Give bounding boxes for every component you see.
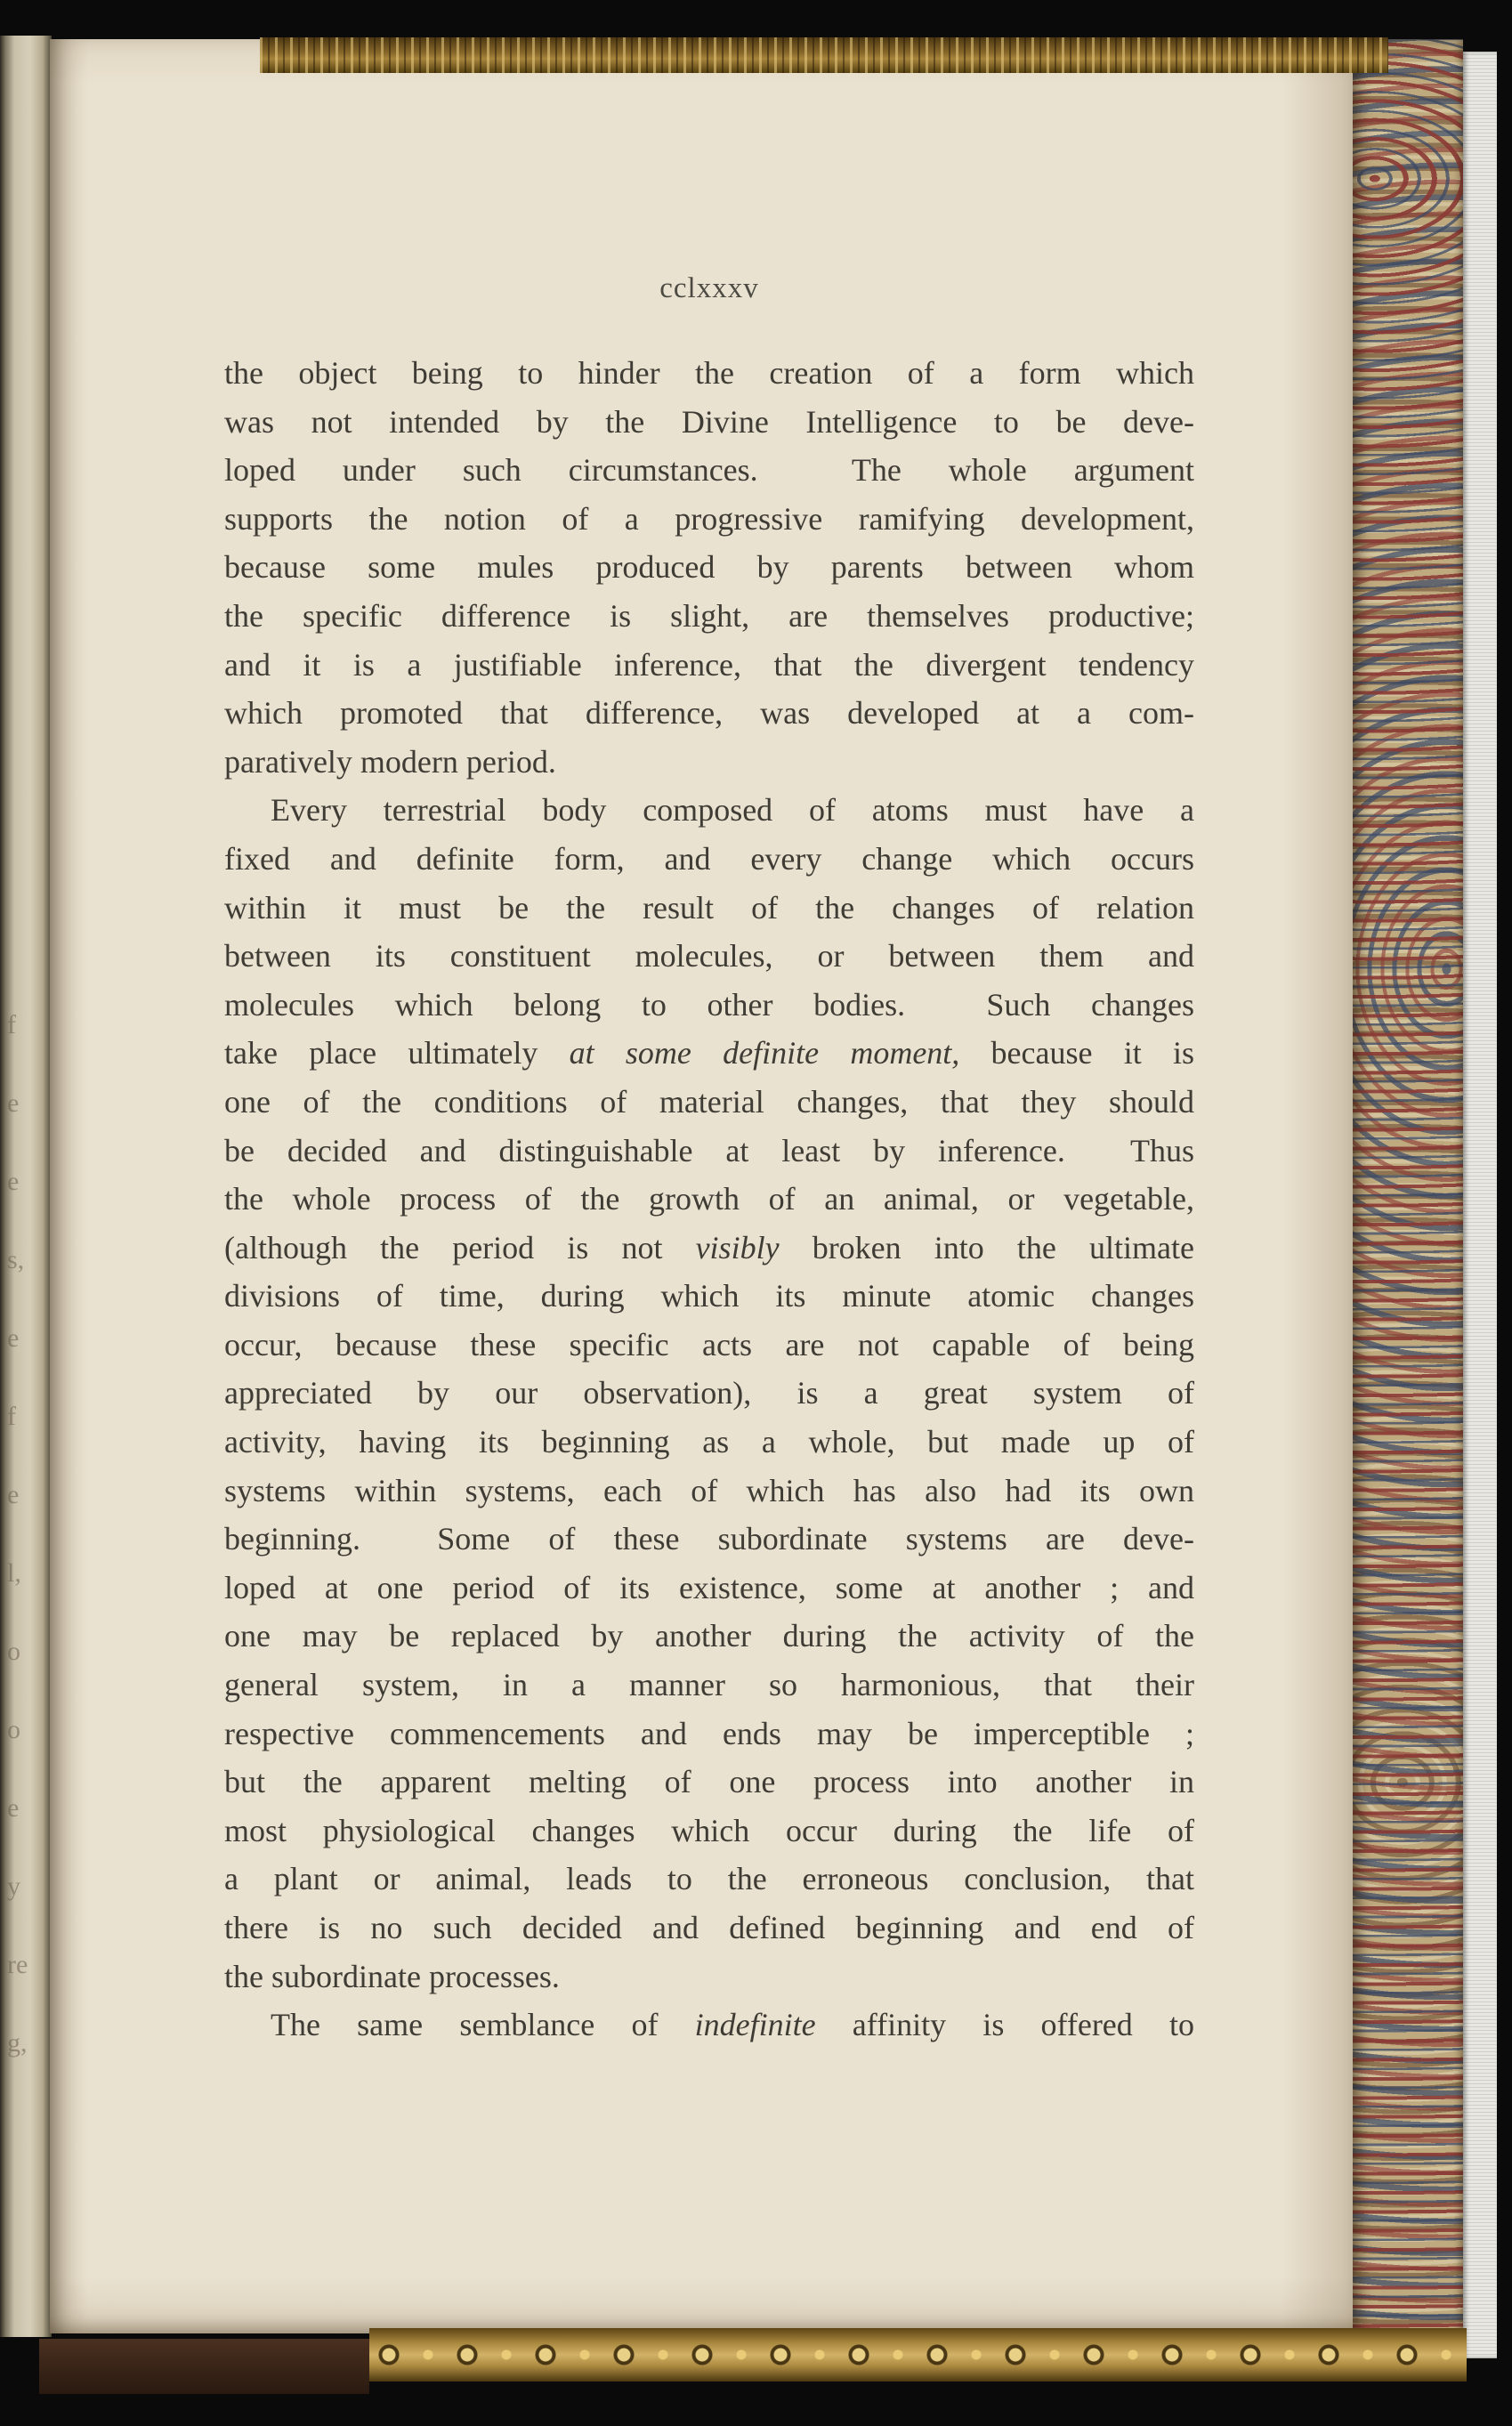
text-line: take place ultimately at some definite moment, because it is xyxy=(224,1035,1194,1071)
paragraph xyxy=(224,786,1194,2001)
text-line: the object being to hinder the creation of a form which xyxy=(224,355,1194,391)
text-line: the subordinate processes. xyxy=(224,1958,560,1994)
text-line: be decided and distinguishable at least by inference. Thus xyxy=(224,1132,1194,1169)
text-line: one may be replaced by another during the activity of the xyxy=(224,1618,1194,1654)
text-line: divisions of time, during which its minute atomic changes xyxy=(224,1278,1194,1314)
ghost-letter: g, xyxy=(7,2028,28,2058)
text-block xyxy=(224,349,1194,2050)
text-line: paratively modern period. xyxy=(224,743,556,780)
cover-corner-bottom-left xyxy=(39,2339,369,2394)
text-line: there is no such decided and defined beginning and end of xyxy=(224,1910,1194,1945)
ghost-letter: f xyxy=(7,1402,16,1431)
text-line: loped at one period of its existence, some at another ; and xyxy=(224,1569,1194,1605)
text-line: general system, in a manner so harmonious, that their xyxy=(224,1667,1194,1703)
text-line: within it must be the result of the changes of relation xyxy=(224,889,1194,926)
ghost-letter: l, xyxy=(7,1558,21,1588)
text-line: one of the conditions of material changes, that they should xyxy=(224,1083,1194,1120)
page-block-edge xyxy=(1463,52,1497,2358)
text-line: The same semblance of indefinite affinity is offered to xyxy=(271,2007,1194,2043)
page-number: cclxxxv xyxy=(659,272,759,304)
gilt-top-edge xyxy=(260,37,1388,73)
text-line: respective commencements and ends may be imperceptible ; xyxy=(224,1715,1194,1751)
ghost-letter: s, xyxy=(7,1245,25,1274)
text-line: between its constituent molecules, or between them and xyxy=(224,938,1194,974)
text-line: and it is a justifiable inference, that the divergent tendency xyxy=(224,646,1194,683)
ghost-letter: y xyxy=(7,1872,20,1901)
text-line: beginning. Some of these subordinate systems are deve- xyxy=(224,1521,1194,1557)
text-line: most physiological changes which occur during the life of xyxy=(224,1812,1194,1848)
text-line: fixed and definite form, and every change which occurs xyxy=(224,840,1194,877)
gilt-bottom-edge xyxy=(369,2328,1467,2382)
text-line: molecules which belong to other bodies. Such changes xyxy=(224,986,1194,1023)
ghost-letter: re xyxy=(7,1950,28,1979)
text-line: a plant or animal, leads to the erroneous conclusion, that xyxy=(224,1861,1194,1897)
text-line: loped under such circumstances. The whole argument xyxy=(224,452,1194,489)
ghost-letter: e xyxy=(7,1088,20,1118)
text-line: was not intended by the Divine Intelligence to be deve- xyxy=(224,403,1194,440)
text-line: which promoted that difference, was developed at a com- xyxy=(224,695,1194,732)
text-line: the specific difference is slight, are themselves productive; xyxy=(224,597,1194,634)
text-line: systems within systems, each of which has also had its own xyxy=(224,1472,1194,1508)
text-line: supports the notion of a progressive ramifying development, xyxy=(224,500,1194,537)
text-line: (although the period is not visibly broken into the ultimate xyxy=(224,1229,1194,1266)
text-line: activity, having its beginning as a whole, but made up of xyxy=(224,1424,1194,1460)
ghost-letter: e xyxy=(7,1480,20,1509)
marbled-fore-edge xyxy=(1353,39,1463,2364)
text-line: the whole process of the growth of an animal, or vegetable, xyxy=(224,1181,1194,1217)
paragraph xyxy=(224,349,1194,786)
book-page xyxy=(50,39,1353,2333)
text-line: but the apparent melting of one process into another in xyxy=(224,1764,1194,1800)
text-line: appreciated by our observation), is a great system of xyxy=(224,1375,1194,1411)
ghost-letter: e xyxy=(7,1167,20,1196)
text-line: Every terrestrial body composed of atoms must have a xyxy=(271,792,1194,829)
ghost-letter: o xyxy=(7,1715,20,1744)
text-line: because some mules produced by parents between whom xyxy=(224,549,1194,586)
ghost-letter: e xyxy=(7,1323,20,1353)
left-page-edge xyxy=(0,36,52,2337)
text-line: occur, because these specific acts are not capable of being xyxy=(224,1326,1194,1363)
ghost-letter: e xyxy=(7,1793,20,1823)
ghost-letter: o xyxy=(7,1637,20,1666)
paragraph xyxy=(224,2001,1194,2050)
ghost-letter: f xyxy=(7,1010,16,1039)
